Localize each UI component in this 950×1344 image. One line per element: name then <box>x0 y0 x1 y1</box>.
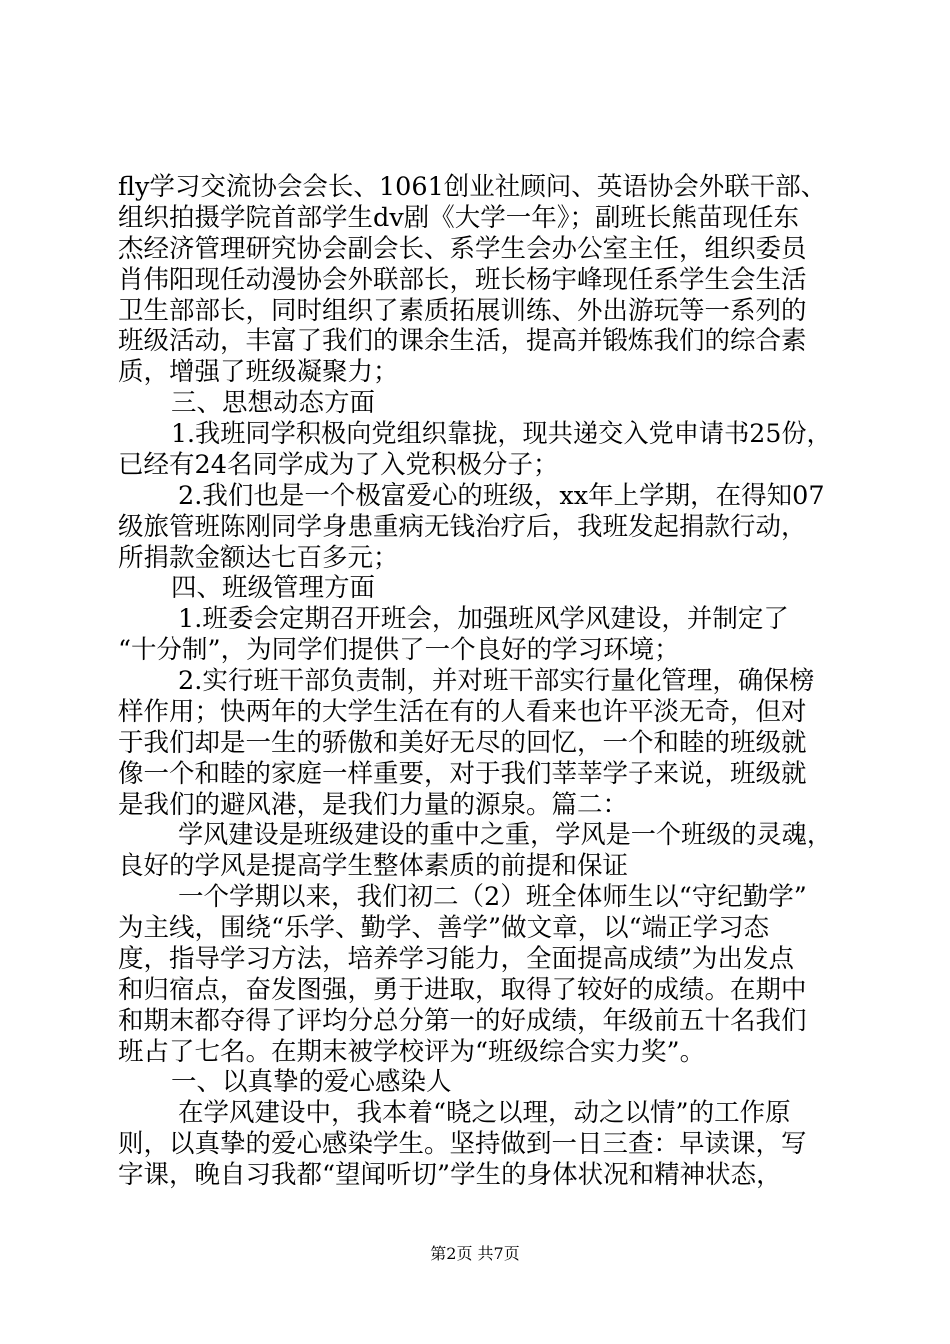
text-line: 在学风建设中，我本着“晓之以理，动之以情”的工作原 <box>178 1098 791 1128</box>
text-line: 一个学期以来，我们初二（2）班全体师生以“守纪勤学” <box>178 882 807 912</box>
text-line: 1.我班同学积极向党组织靠拢，现共递交入党申请书25份， <box>171 419 832 449</box>
text-line: “十分制”，为同学们提供了一个良好的学习环境； <box>118 635 680 665</box>
text-line: 1.班委会定期召开班会，加强班风学风建设，并制定了 <box>178 604 789 634</box>
text-line: 组织拍摄学院首部学生dv剧《大学一年》；副班长熊苗现任东 <box>118 203 799 233</box>
section-heading: 四、班级管理方面 <box>171 573 376 603</box>
text-line: 是我们的避风港，是我们力量的源泉。篇二： <box>118 790 629 820</box>
text-line: 和归宿点，奋发图强，勇于进取，取得了较好的成绩。在期中 <box>118 975 807 1005</box>
text-line: 2.实行班干部负责制，并对班干部实行量化管理，确保榜 <box>178 666 815 696</box>
text-line: 卫生部部长，同时组织了素质拓展训练、外出游玩等一系列的 <box>118 296 807 326</box>
text-line: 良好的学风是提高学生整体素质的前提和保证 <box>118 851 629 881</box>
text-line: 2.我们也是一个极富爱心的班级，xx年上学期，在得知07 <box>178 481 825 511</box>
text-line: 样作用；快两年的大学生活在有的人看来也许平淡无奇，但对 <box>118 697 807 727</box>
text-line: 则，以真挚的爱心感染学生。坚持做到一日三查：早读课，写 <box>118 1129 807 1159</box>
text-line: 已经有24名同学成为了入党积极分子； <box>118 450 559 480</box>
text-line: 像一个和睦的家庭一样重要，对于我们莘莘学子来说，班级就 <box>118 759 807 789</box>
page-footer: 第2页 共7页 <box>430 1244 520 1263</box>
text-line: 所捐款金额达七百多元； <box>118 543 399 573</box>
text-line: 肖伟阳现任动漫协会外联部长，班长杨宇峰现任系学生会生活 <box>118 265 807 295</box>
text-line: 字课，晚自习我都“望闻听切”学生的身体状况和精神状态， <box>118 1160 782 1190</box>
text-line: 学风建设是班级建设的重中之重，学风是一个班级的灵魂， <box>178 820 832 850</box>
text-line: 班级活动，丰富了我们的课余生活，提高并锻炼我们的综合素 <box>118 326 807 356</box>
text-line: 班占了七名。在期末被学校评为“班级综合实力奖”。 <box>118 1037 706 1067</box>
text-line: 为主线，围绕“乐学、勤学、善学”做文章，以“端正学习态 <box>118 913 770 943</box>
text-line: 质，增强了班级凝聚力； <box>118 357 399 387</box>
text-line: 级旅管班陈刚同学身患重病无钱治疗后，我班发起捐款行动， <box>118 512 807 542</box>
section-heading: 三、思想动态方面 <box>171 388 376 418</box>
text-line: 和期末都夺得了评均分总分第一的好成绩，年级前五十名我们 <box>118 1006 807 1036</box>
text-line: 于我们却是一生的骄傲和美好无尽的回忆，一个和睦的班级就 <box>118 728 807 758</box>
text-line: 杰经济管理研究协会副会长、系学生会办公室主任，组织委员 <box>118 234 807 264</box>
text-line: fly学习交流协会会长、1061创业社顾问、英语协会外联干部、 <box>118 172 827 202</box>
text-line: 度，指导学习方法，培养学习能力，全面提高成绩”为出发点 <box>118 944 795 974</box>
section-heading: 一、以真挚的爱心感染人 <box>171 1067 452 1097</box>
